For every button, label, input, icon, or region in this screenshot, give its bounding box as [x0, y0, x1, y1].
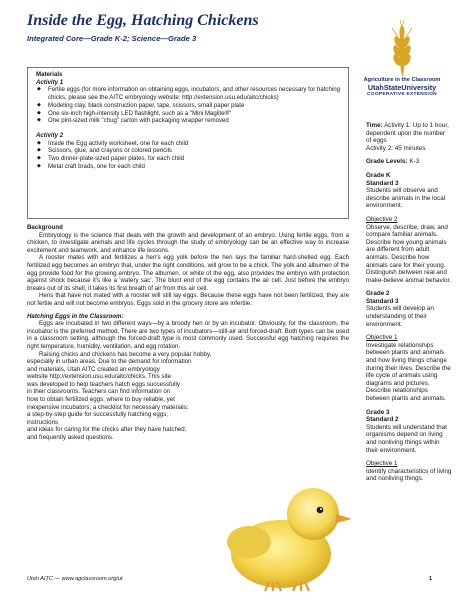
grade-k-standard-text: Students will observe and describe animals in the local environment.	[366, 187, 446, 210]
document-subtitle: Integrated Core—Grade K-2; Science—Grade 3	[27, 34, 197, 43]
grade-3-objective: Objective 1	[366, 460, 398, 468]
list-item: ◆ Fertile eggs (for more information on obtaining eggs, incubators, and other resources necessary for hatching chicks, please see the AITC embryology website: http://extension.usu.edu/aitc/chicks)	[36, 86, 342, 101]
sidebar	[366, 122, 452, 483]
grade-levels-label: Grade Levels:	[366, 158, 408, 166]
list-item: ◆ Two dinner-plate-sized paper plates, for each child	[36, 155, 342, 163]
hatching-line: a step-by-step guide for successfully hatching eggs; instructions	[27, 411, 168, 426]
activity2-list	[36, 140, 342, 171]
list-item: ◆ One pint-sized milk "chug" carton with packaging wrapper removed	[36, 117, 342, 125]
hatching-line: in their classrooms. Teachers can find information on	[27, 388, 171, 396]
logo-line-aitc: Agriculture in the Classroom	[363, 77, 441, 83]
hatching-line: was developed to help teachers hatch eggs successfully	[27, 380, 180, 388]
activity2-label: Activity 2	[36, 131, 64, 139]
grade-k-standard: Standard 3	[366, 179, 399, 187]
hatching-paragraph-1: Eggs are incubated in two different ways—by a broody hen or by an incubator. Obviously, for the classroom, the incubator is the preferred method. There are two types of incubators—still-air and forced-draft. Both types can be used in a classroom setting, although the forced-draft type is most commonly used. Successful egg hatching requires the right temperature, humidity, ventilation, and egg rotation.	[27, 320, 349, 350]
time-label: Time:	[366, 122, 383, 129]
grade-levels-value: K-3	[409, 158, 420, 166]
grade-3-objective-text: Identify characteristics of living and nonliving things.	[366, 467, 452, 483]
materials-heading: Materials	[36, 71, 63, 78]
main-column	[27, 224, 349, 442]
hatching-line: and frequently asked questions.	[27, 434, 114, 442]
list-item: ◆ Scissors, glue, and crayons or colored pencils	[36, 147, 342, 155]
logo-line-usu: UtahStateUniversity	[367, 83, 437, 92]
list-item: ◆ Modeling clay, black construction paper, tape, scissors, small paper plate	[36, 102, 342, 110]
grade-2-heading: Grade 2	[366, 290, 390, 298]
logo-line-extension: COOPERATIVE EXTENSION	[367, 92, 437, 97]
grade-2-objective: Objective 1	[366, 334, 398, 342]
list-item: ◆ One six-inch high-intensity LED flashlight, such as a "Mini Maglite®"	[36, 110, 342, 118]
footer-source: Utah AITC — www.agclassroom.org/ut	[27, 576, 123, 582]
background-paragraph-1: Embryology is the science that deals with the growth and development of an embryo. Using fertile eggs, from a chicken, to investigate animals and life cycles through the study of embryology can be an effective way to increase excitement and teamwork, and enhance life lessons.	[27, 231, 349, 254]
background-paragraph-3: Hens that have not mated with a rooster will still lay eggs. Because these eggs have not been fertilized, they are not fertile and will not become embryos. Eggs sold in the grocery store are infertile.	[27, 292, 349, 307]
time-value-activity2: Activity 2: 45 minutes	[366, 144, 426, 152]
grade-3-standard: Standard 2	[366, 416, 399, 424]
time-value: Activity 1: Up to 1 hour, dependent upon the number of eggs	[366, 122, 449, 145]
hatching-line: inexpensive incubators; a checklist for necessary materials;	[27, 403, 189, 411]
grade-3-heading: Grade 3	[366, 408, 390, 416]
grade-2-objective-text: Investigate relationships between plants and animals and how living things change during their lives. Describe the life cycle of animals using diagrams and pictures. Describe relationships between plants and animals.	[366, 341, 451, 402]
document-title: Inside the Egg, Hatching Chickens	[27, 12, 259, 29]
hatching-line: how to obtain fertilized eggs; where to buy reliable, yet	[27, 396, 175, 404]
materials-box	[27, 67, 349, 219]
hatching-line: especially in urban areas. Due to the demand for information	[27, 358, 192, 366]
grade-k-objective: Objective 2	[366, 215, 398, 223]
hatching-line: and ideas for caring for the chicks after they have hatched;	[27, 426, 187, 434]
aitc-usu-logo	[358, 20, 446, 98]
background-heading: Background	[27, 224, 63, 231]
background-paragraph-2: A rooster mates with and fertilizes a hen's egg yolk before the hen lays the familiar hard-shelled egg. Each fertilized egg becomes an embryo that, under the right conditions, will grow to be a chick. The yolk and albumen of the egg provide food for the growing embryo. The albumen, or white of the egg, also provides the embryo with protection against shock because it's like a 'watery sac'. The blunt end of the egg contains the air cell. Just before the embryo breaks out of its shell, it takes its first breath of air from this air cell.	[27, 254, 349, 292]
activity1-label: Activity 1	[36, 78, 64, 86]
hatching-link-line: website http://extension.usu.edu/aitc/chicks. This site	[27, 373, 171, 381]
grade-k-heading: Grade K	[366, 171, 391, 179]
grade-2-standard: Standard 3	[366, 297, 399, 305]
hatching-line: and materials, Utah AITC created an embryology	[27, 365, 160, 373]
grade-3-standard-text: Students will understand that organisms depend on living and nonliving things within their environment.	[366, 423, 447, 454]
wheat-icon	[384, 20, 420, 76]
grade-2-standard-text: Students will develop an understanding of their environment.	[366, 305, 434, 328]
list-item: ◆ Inside the Egg activity worksheet, one for each child	[36, 140, 342, 148]
list-item: ◆ Metal craft brads, one for each child	[36, 163, 342, 171]
activity1-list	[36, 86, 342, 125]
grade-k-objective-text: Observe, describe, draw, and compare familiar animals. Describe how young animals are different from adult animals. Describe how animals care for their young. Distinguish between real and make-believe animal behavior.	[366, 223, 452, 284]
page-number: 1	[429, 576, 433, 582]
hatching-line: Raising chicks and chickens has become a very popular hobby,	[39, 350, 212, 358]
hatching-heading: Hatching Eggs in the Classroom:	[27, 312, 124, 320]
chick-image	[209, 470, 367, 592]
